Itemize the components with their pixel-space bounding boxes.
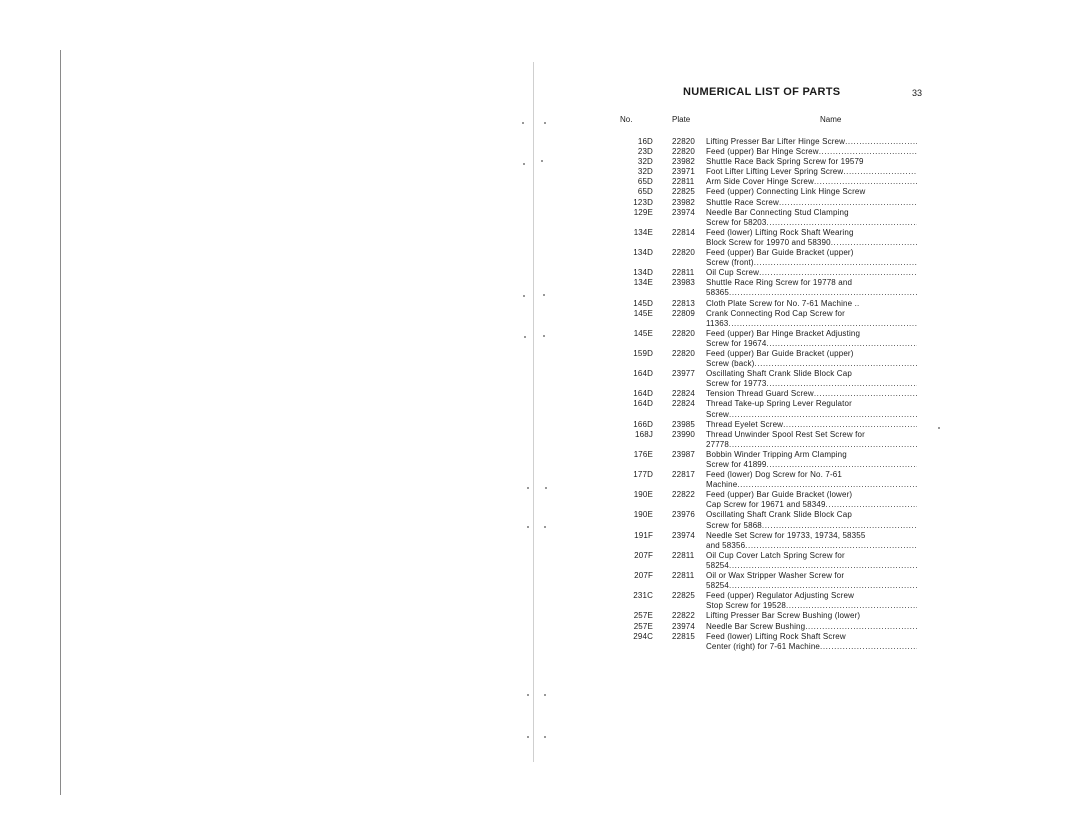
part-name — [703, 147, 917, 157]
part-name — [703, 137, 917, 147]
plate-number: 22809 — [672, 308, 695, 318]
part-name — [703, 278, 917, 298]
part-name-line — [706, 611, 917, 621]
part-name-line — [706, 147, 917, 157]
part-name — [703, 551, 917, 571]
part-name-line — [706, 450, 917, 460]
part-number: 145E — [633, 308, 653, 318]
part-name-text: Feed (upper) Bar Guide Bracket (upper) — [706, 248, 854, 258]
part-name-text: Screw — [706, 409, 729, 419]
column-header-name: Name — [820, 115, 842, 124]
part-number: 134E — [633, 278, 653, 288]
part-name-text: Stop Screw for 19528 — [706, 601, 786, 611]
table-row — [615, 198, 935, 208]
part-number: 164D — [633, 399, 653, 409]
part-name-text: Oil or Wax Stripper Washer Screw for — [706, 571, 845, 581]
part-name-line — [706, 137, 917, 147]
table-row — [615, 430, 935, 450]
dot-leader — [754, 258, 917, 268]
plate-number: 22824 — [672, 399, 695, 409]
part-name-text: Feed (upper) Bar Guide Bracket (lower) — [706, 490, 853, 500]
part-name-line — [706, 349, 917, 359]
part-name-line — [706, 238, 917, 248]
plate-number: 22817 — [672, 470, 695, 480]
scan-speck — [545, 487, 547, 489]
part-name-text: Block Screw for 19970 and 58390 — [706, 237, 831, 247]
part-name — [703, 268, 917, 278]
dot-leader — [729, 440, 917, 450]
part-name — [703, 450, 917, 470]
table-row — [615, 369, 935, 389]
part-name — [703, 490, 917, 510]
part-name-line — [706, 510, 917, 520]
part-name-text: 27778 — [706, 439, 729, 449]
plate-number: 22822 — [672, 611, 695, 621]
part-name-text: Thread Eyelet Screw — [706, 419, 784, 429]
part-name — [703, 228, 917, 248]
plate-number: 22825 — [672, 591, 695, 601]
part-name — [703, 167, 917, 177]
dot-leader — [814, 177, 917, 187]
part-name-line — [706, 228, 917, 238]
part-name-line — [706, 248, 917, 258]
scan-speck — [544, 694, 546, 696]
dot-leader — [843, 167, 917, 177]
part-name-line — [706, 601, 917, 611]
dot-leader — [783, 420, 917, 430]
dot-leader — [820, 642, 917, 652]
part-number: 123D — [633, 197, 653, 207]
binding-gutter-line — [533, 62, 534, 762]
dot-leader — [767, 379, 917, 389]
part-name-line — [706, 369, 917, 379]
dot-leader — [737, 480, 917, 490]
part-name — [703, 611, 917, 621]
scan-speck — [938, 427, 940, 429]
part-number: 177D — [633, 470, 653, 480]
part-name-line — [706, 531, 917, 541]
part-number: 231C — [633, 591, 653, 601]
part-name-text: Oil Cup Cover Latch Spring Screw for — [706, 550, 845, 560]
part-name-text: Screw for 19674 — [706, 338, 767, 348]
part-name-line — [706, 430, 917, 440]
table-row — [615, 490, 935, 510]
part-name-line — [706, 177, 917, 187]
part-name — [703, 622, 917, 632]
table-row — [615, 157, 935, 167]
dot-leader — [831, 238, 917, 248]
part-name — [703, 177, 917, 187]
table-row — [615, 420, 935, 430]
part-name — [703, 591, 917, 611]
part-name-text: Thread Take-up Spring Lever Regulator — [706, 399, 852, 409]
page-title: NUMERICAL LIST OF PARTS — [683, 86, 841, 98]
part-name-text: Feed (lower) Lifting Rock Shaft Screw — [706, 631, 846, 641]
dot-leader — [814, 389, 917, 399]
part-number: 190E — [633, 510, 653, 520]
part-name — [703, 248, 917, 268]
plate-number: 22820 — [672, 328, 695, 338]
part-name-text: Screw (back) — [706, 359, 755, 369]
part-number: 207F — [634, 571, 653, 581]
part-number: 129E — [633, 207, 653, 217]
table-row — [615, 228, 935, 248]
table-row — [615, 611, 935, 621]
part-name-line — [706, 571, 917, 581]
part-name-line — [706, 208, 917, 218]
part-number: 207F — [634, 550, 653, 560]
part-name — [703, 470, 917, 490]
part-number: 32D — [637, 167, 653, 177]
table-row — [615, 551, 935, 571]
part-name — [703, 430, 917, 450]
part-name — [703, 632, 917, 652]
part-name-text: Lifting Presser Bar Lifter Hinge Screw — [706, 137, 846, 146]
part-name-line — [706, 551, 917, 561]
table-row — [615, 177, 935, 187]
scan-speck — [522, 122, 524, 124]
scan-speck — [524, 336, 526, 338]
part-name-text: Thread Unwinder Spool Rest Set Screw for — [706, 429, 865, 439]
table-row — [615, 389, 935, 399]
dot-leader — [762, 521, 917, 531]
plate-number: 22820 — [672, 348, 695, 358]
table-row — [615, 208, 935, 228]
column-header-no: No. — [620, 115, 633, 124]
part-name-line — [706, 218, 917, 228]
part-name — [703, 299, 917, 309]
scan-speck — [527, 526, 529, 528]
part-name-text: Bobbin Winder Tripping Arm Clamping — [706, 449, 847, 459]
table-row — [615, 147, 935, 157]
dot-leader — [759, 268, 917, 278]
dot-leader — [786, 601, 917, 611]
dot-leader — [767, 460, 917, 470]
part-name — [703, 369, 917, 389]
dot-leader — [729, 410, 917, 420]
scan-speck — [543, 294, 545, 296]
left-page-edge — [60, 50, 61, 795]
part-name-text: Screw for 41899 — [706, 460, 767, 469]
part-name-line — [706, 339, 917, 349]
table-row — [615, 309, 935, 329]
part-name-text: Feed (lower) Lifting Rock Shaft Wearing — [706, 227, 854, 237]
part-name — [703, 510, 917, 530]
part-name-line — [706, 632, 917, 642]
part-number: 294C — [633, 631, 653, 641]
part-name-text: Cap Screw for 19671 and 58349 — [706, 500, 826, 510]
dot-leader — [845, 137, 917, 147]
part-number: 65D — [637, 187, 653, 197]
part-name-line — [706, 258, 917, 268]
part-name — [703, 571, 917, 591]
part-name-line — [706, 309, 917, 319]
plate-number: 22820 — [672, 248, 695, 258]
part-name-text: Feed (lower) Dog Screw for No. 7-61 — [706, 470, 842, 480]
dot-leader — [767, 339, 917, 349]
part-name-text: Oscillating Shaft Crank Slide Block Cap — [706, 510, 852, 520]
plate-number: 22820 — [672, 147, 695, 157]
table-row — [615, 571, 935, 591]
plate-number: 23974 — [672, 530, 695, 540]
part-name-line — [706, 642, 917, 652]
part-name-text: Oil Cup Screw — [706, 268, 760, 278]
table-row — [615, 622, 935, 632]
dot-leader — [728, 319, 917, 329]
part-name — [703, 198, 917, 208]
plate-number: 22814 — [672, 227, 695, 237]
table-row — [615, 450, 935, 470]
part-name-text: 58254 — [706, 560, 729, 570]
table-row — [615, 591, 935, 611]
part-number: 16D — [637, 137, 653, 146]
part-name-text: and 58356 — [706, 540, 746, 550]
part-name-text: Lifting Presser Bar Screw Bushing (lower) — [706, 611, 861, 621]
part-name-text: Needle Set Screw for 19733, 19734, 58355 — [706, 530, 866, 540]
plate-number: 22820 — [672, 137, 695, 146]
scan-speck — [523, 163, 525, 165]
plate-number: 22811 — [672, 571, 695, 581]
part-name-text: Screw for 58203 — [706, 217, 767, 227]
dot-leader — [729, 288, 917, 298]
part-name-line — [706, 470, 917, 480]
dot-leader — [745, 541, 917, 551]
part-name-text: Foot Lifter Lifting Lever Spring Screw — [706, 167, 844, 177]
part-number: 145E — [633, 328, 653, 338]
part-number: 134E — [633, 227, 653, 237]
plate-number: 23971 — [672, 167, 695, 177]
plate-number: 22815 — [672, 631, 695, 641]
table-row — [615, 299, 935, 309]
part-name-line — [706, 278, 917, 288]
dot-leader — [819, 147, 917, 157]
table-row — [615, 137, 935, 147]
part-name-line — [706, 500, 917, 510]
dot-leader — [729, 561, 917, 571]
part-name-text: Feed (upper) Connecting Link Hinge Screw — [706, 187, 866, 197]
part-name-line — [706, 157, 917, 167]
part-name — [703, 399, 917, 419]
table-row — [615, 268, 935, 278]
scan-speck — [527, 736, 529, 738]
part-name-text: Screw for 5868 — [706, 520, 762, 530]
scan-speck — [527, 694, 529, 696]
part-name-text: Feed (upper) Regulator Adjusting Screw — [706, 591, 854, 601]
table-row — [615, 187, 935, 197]
part-number: 166D — [633, 419, 653, 429]
dot-leader — [729, 581, 917, 591]
part-name-text: Arm Side Cover Hinge Screw — [706, 177, 814, 187]
plate-number: 23977 — [672, 369, 695, 379]
part-name-line — [706, 541, 917, 551]
table-row — [615, 510, 935, 530]
plate-number: 22824 — [672, 389, 695, 399]
scan-speck — [527, 487, 529, 489]
page-number: 33 — [912, 88, 923, 98]
part-name-text: Oscillating Shaft Crank Slide Block Cap — [706, 369, 852, 379]
part-name-text: Shuttle Race Back Spring Screw for 19579 — [706, 157, 864, 167]
part-name-text: Needle Bar Screw Bushing — [706, 621, 806, 631]
table-row — [615, 329, 935, 349]
part-name-text: Screw (front) — [706, 258, 754, 268]
part-number: 145D — [633, 298, 653, 308]
plate-number: 23974 — [672, 207, 695, 217]
part-name-text: 58254 — [706, 581, 729, 591]
column-header-plate: Plate — [672, 115, 691, 124]
part-name-text: Center (right) for 7-61 Machine — [706, 641, 821, 651]
part-number: 164D — [633, 369, 653, 379]
part-name — [703, 187, 917, 197]
plate-number: 23990 — [672, 429, 695, 439]
part-name — [703, 349, 917, 369]
dot-leader — [754, 359, 917, 369]
part-number: 134D — [633, 268, 653, 278]
part-name-line — [706, 581, 917, 591]
part-name-text: 11363 — [706, 318, 729, 328]
part-name-line — [706, 591, 917, 601]
part-name-line — [706, 399, 917, 409]
table-row — [615, 399, 935, 419]
plate-number: 22822 — [672, 490, 695, 500]
part-name — [703, 420, 917, 430]
part-number: 176E — [633, 449, 653, 459]
part-name-line — [706, 622, 917, 632]
part-name-line — [706, 460, 917, 470]
table-row — [615, 632, 935, 652]
dot-leader — [826, 500, 917, 510]
scan-speck — [543, 335, 545, 337]
part-name — [703, 329, 917, 349]
part-name-text: Machine — [706, 480, 738, 490]
plate-number: 22811 — [672, 268, 695, 278]
part-name-line — [706, 198, 917, 208]
dot-leader — [779, 198, 917, 208]
plate-number: 23982 — [672, 197, 695, 207]
part-name-line — [706, 288, 917, 298]
dot-leader — [767, 218, 917, 228]
part-name-line — [706, 410, 917, 420]
part-number: 191F — [634, 530, 653, 540]
parts-table — [615, 137, 935, 652]
part-name-text: Feed (upper) Bar Guide Bracket (upper) — [706, 348, 854, 358]
table-row — [615, 248, 935, 268]
scan-speck — [544, 122, 546, 124]
part-name-text: Tension Thread Guard Screw — [706, 389, 814, 399]
part-name — [703, 309, 917, 329]
part-name-text: Crank Connecting Rod Cap Screw for — [706, 308, 845, 318]
part-name-line — [706, 521, 917, 531]
plate-number: 23985 — [672, 419, 695, 429]
part-name-line — [706, 187, 917, 197]
part-number: 65D — [637, 177, 653, 187]
plate-number: 23974 — [672, 621, 695, 631]
part-number: 134D — [633, 248, 653, 258]
part-name — [703, 157, 917, 167]
part-name-text: Needle Bar Connecting Stud Clamping — [706, 207, 849, 217]
table-row — [615, 349, 935, 369]
part-number: 32D — [637, 157, 653, 167]
table-row — [615, 278, 935, 298]
part-name — [703, 531, 917, 551]
table-row — [615, 167, 935, 177]
plate-number: 22811 — [672, 550, 695, 560]
dot-leader — [805, 622, 917, 632]
scan-speck — [544, 526, 546, 528]
part-number: 164D — [633, 389, 653, 399]
part-name-text: Feed (upper) Bar Hinge Screw — [706, 147, 819, 157]
part-name-text: Feed (upper) Bar Hinge Bracket Adjusting — [706, 328, 861, 338]
part-number: 23D — [637, 147, 653, 157]
part-name-line — [706, 359, 917, 369]
part-name-line — [706, 167, 917, 177]
plate-number: 22825 — [672, 187, 695, 197]
part-name-text: Screw for 19773 — [706, 379, 767, 389]
part-number: 159D — [633, 348, 653, 358]
part-name-text: Cloth Plate Screw for No. 7-61 Machine .. — [706, 298, 860, 308]
part-name — [703, 208, 917, 228]
part-name-line — [706, 379, 917, 389]
scan-speck — [541, 160, 543, 162]
part-name-line — [706, 490, 917, 500]
part-name-line — [706, 389, 917, 399]
plate-number: 23987 — [672, 449, 695, 459]
part-name — [703, 389, 917, 399]
part-name-line — [706, 329, 917, 339]
scan-speck — [544, 736, 546, 738]
part-name-line — [706, 299, 917, 309]
plate-number: 23976 — [672, 510, 695, 520]
table-row — [615, 531, 935, 551]
scan-speck — [523, 295, 525, 297]
plate-number: 23983 — [672, 278, 695, 288]
part-name-text: Shuttle Race Ring Screw for 19778 and — [706, 278, 853, 288]
table-row — [615, 470, 935, 490]
part-name-line — [706, 440, 917, 450]
part-name-line — [706, 268, 917, 278]
part-name-line — [706, 319, 917, 329]
plate-number: 22811 — [672, 177, 695, 187]
part-name-line — [706, 420, 917, 430]
plate-number: 23982 — [672, 157, 695, 167]
part-number: 257E — [633, 621, 653, 631]
part-name-text: 58365 — [706, 288, 729, 298]
part-number: 190E — [633, 490, 653, 500]
part-number: 257E — [633, 611, 653, 621]
plate-number: 22813 — [672, 298, 695, 308]
part-number: 168J — [635, 429, 653, 439]
part-name-text: Shuttle Race Screw — [706, 197, 779, 207]
part-name-line — [706, 480, 917, 490]
part-name-line — [706, 561, 917, 571]
